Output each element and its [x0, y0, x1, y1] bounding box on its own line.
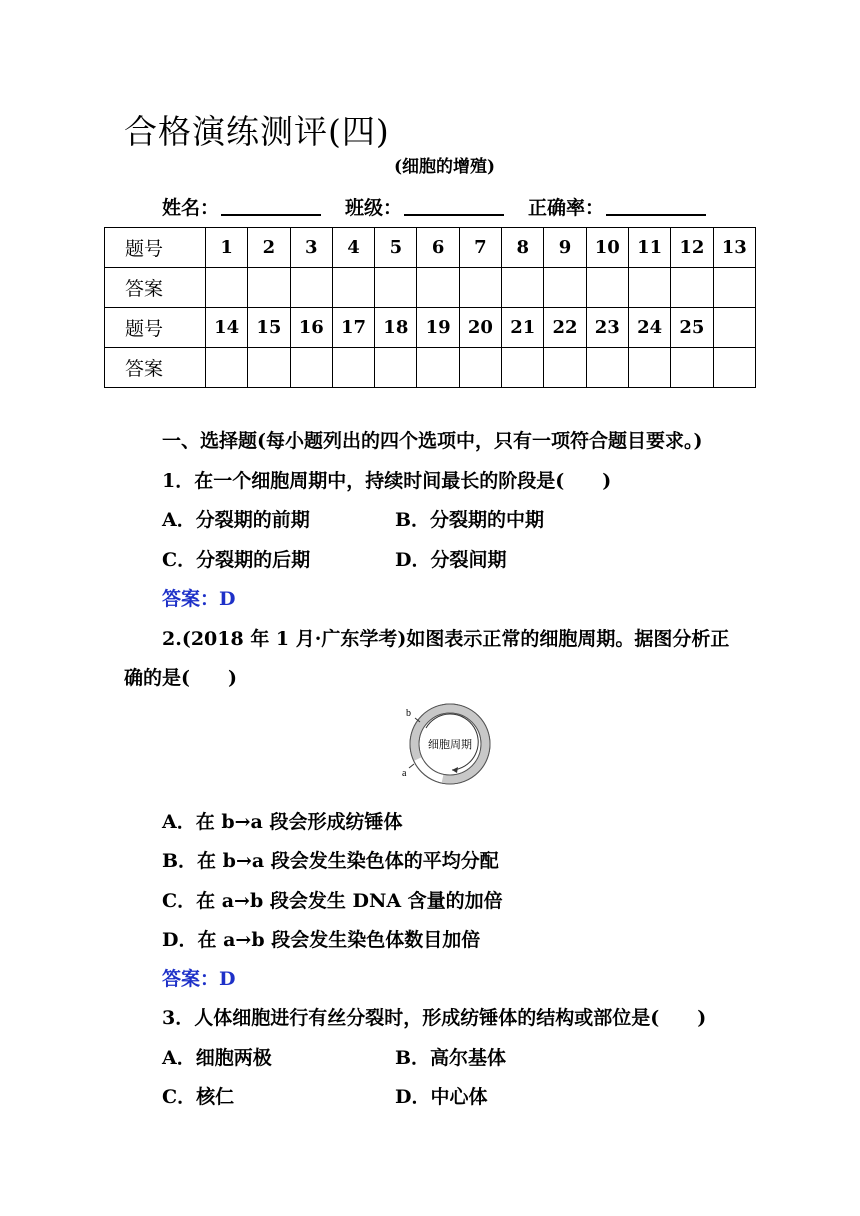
- q3-stem: 3．人体细胞进行有丝分裂时，形成纺锤体的结构或部位是( ): [162, 1007, 707, 1029]
- q3-option-a[interactable]: A．细胞两极: [162, 1047, 272, 1069]
- q2-option-a[interactable]: A．在 b→a 段会形成纺锤体: [162, 811, 403, 833]
- answer-cell[interactable]: [628, 348, 670, 388]
- answer-cell[interactable]: [206, 268, 248, 308]
- answer-cell[interactable]: [713, 268, 755, 308]
- answer-cell[interactable]: [502, 348, 544, 388]
- answer-cell[interactable]: [459, 348, 501, 388]
- answer-row-2: [105, 348, 756, 388]
- answer-cell[interactable]: [544, 268, 586, 308]
- question-number: 6: [417, 228, 459, 268]
- question-number: 3: [290, 228, 332, 268]
- row-label: 答案: [105, 348, 206, 388]
- q3-option-b[interactable]: B．高尔基体: [395, 1047, 507, 1069]
- q2-stem-line1: 2.(2018 年 1 月·广东学考)如图表示正常的细胞周期。据图分析正: [162, 628, 730, 650]
- question-number: 22: [544, 308, 586, 348]
- question-number: 20: [459, 308, 501, 348]
- question-number: [713, 308, 755, 348]
- question-number: 7: [459, 228, 501, 268]
- q1-answer: 答案：D: [162, 588, 236, 610]
- question-number: 17: [332, 308, 374, 348]
- section-heading: 一、选择题(每小题列出的四个选项中，只有一项符合题目要求。): [162, 430, 703, 452]
- answer-cell[interactable]: [332, 348, 374, 388]
- class-blank: [404, 196, 504, 216]
- figure-center-label: 细胞周期: [428, 738, 472, 751]
- cycle-arrowhead: [452, 767, 458, 773]
- question-number: 15: [248, 308, 290, 348]
- question-number: 24: [628, 308, 670, 348]
- question-number: 18: [375, 308, 417, 348]
- q1-option-a[interactable]: A．分裂期的前期: [162, 509, 310, 531]
- answer-cell[interactable]: [375, 348, 417, 388]
- answer-cell[interactable]: [290, 348, 332, 388]
- q3-option-c[interactable]: C．核仁: [162, 1086, 235, 1108]
- answer-cell[interactable]: [502, 268, 544, 308]
- q2-stem-line2: 确的是( ): [124, 667, 237, 689]
- answer-row-1: [105, 268, 756, 308]
- question-number: 12: [671, 228, 713, 268]
- question-number: 11: [628, 228, 670, 268]
- answer-cell[interactable]: [628, 268, 670, 308]
- q2-option-d[interactable]: D．在 a→b 段会发生染色体数目加倍: [162, 929, 481, 951]
- answer-cell[interactable]: [290, 268, 332, 308]
- accuracy-blank: [606, 196, 706, 216]
- question-number: 8: [502, 228, 544, 268]
- label-b: b: [406, 708, 411, 719]
- answer-cell[interactable]: [671, 268, 713, 308]
- row-label: 答案: [105, 268, 206, 308]
- class-label: 班级：: [345, 197, 403, 219]
- question-number: 4: [332, 228, 374, 268]
- q2-answer: 答案：D: [162, 968, 236, 990]
- q1-option-d[interactable]: D．分裂间期: [395, 549, 507, 571]
- accuracy-label: 正确率：: [528, 197, 605, 219]
- answer-cell[interactable]: [206, 348, 248, 388]
- answer-cell[interactable]: [586, 268, 628, 308]
- answer-cell[interactable]: [417, 268, 459, 308]
- question-number: 9: [544, 228, 586, 268]
- question-number: 21: [502, 308, 544, 348]
- question-number: 19: [417, 308, 459, 348]
- answer-cell[interactable]: [671, 348, 713, 388]
- question-number: 25: [671, 308, 713, 348]
- q2-option-b[interactable]: B．在 b→a 段会发生染色体的平均分配: [162, 850, 499, 872]
- row-label: 题号: [105, 308, 206, 348]
- page-title: 合格演练测评(四): [124, 112, 390, 151]
- class-field: [345, 193, 504, 220]
- q1-stem: 1．在一个细胞周期中，持续时间最长的阶段是( ): [162, 470, 612, 492]
- question-number: 13: [713, 228, 755, 268]
- answer-cell[interactable]: [332, 268, 374, 308]
- number-row-2: [105, 308, 756, 348]
- row-label: 题号: [105, 228, 206, 268]
- question-number: 16: [290, 308, 332, 348]
- answer-cell[interactable]: [586, 348, 628, 388]
- question-number: 1: [206, 228, 248, 268]
- cell-cycle-figure: [396, 698, 506, 788]
- answer-cell[interactable]: [248, 268, 290, 308]
- answer-cell[interactable]: [375, 268, 417, 308]
- q1-option-b[interactable]: B．分裂期的中期: [395, 509, 545, 531]
- answer-table: [104, 227, 756, 388]
- number-row-1: [105, 228, 756, 268]
- answer-cell[interactable]: [248, 348, 290, 388]
- name-label: 姓名：: [162, 197, 220, 219]
- q1-option-c[interactable]: C．分裂期的后期: [162, 549, 311, 571]
- answer-cell[interactable]: [459, 268, 501, 308]
- name-field: [162, 193, 321, 220]
- q2-option-c[interactable]: C．在 a→b 段会发生 DNA 含量的加倍: [162, 890, 503, 912]
- answer-cell[interactable]: [544, 348, 586, 388]
- label-a: a: [402, 768, 407, 779]
- page-subtitle: (细胞的增殖): [394, 157, 496, 177]
- question-number: 2: [248, 228, 290, 268]
- question-number: 14: [206, 308, 248, 348]
- accuracy-field: [528, 193, 706, 220]
- question-number: 10: [586, 228, 628, 268]
- question-number: 5: [375, 228, 417, 268]
- answer-cell[interactable]: [417, 348, 459, 388]
- q3-option-d[interactable]: D．中心体: [395, 1086, 488, 1108]
- answer-cell[interactable]: [713, 348, 755, 388]
- name-blank: [221, 196, 321, 216]
- question-number: 23: [586, 308, 628, 348]
